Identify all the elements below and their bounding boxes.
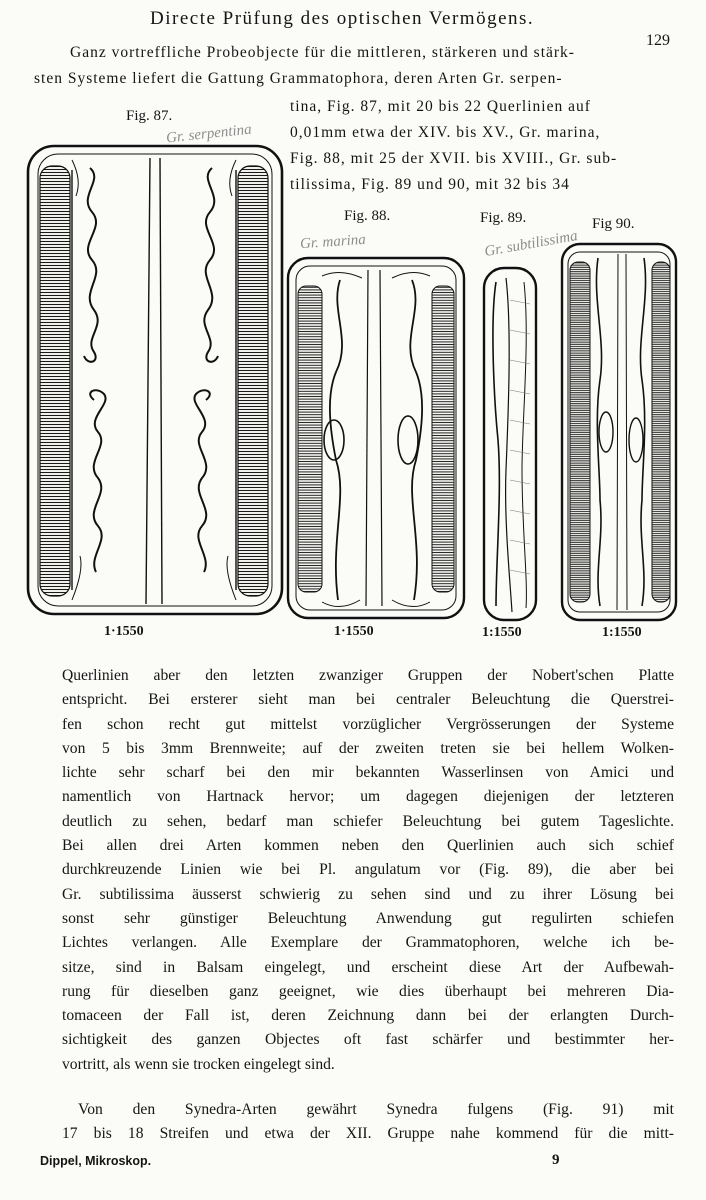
intro-line: tilissima, Fig. 89 und 90, mit 32 bis 34: [290, 176, 570, 193]
fig89-diatom-drawing: [484, 268, 536, 620]
fig87-diatom-drawing: [28, 146, 282, 614]
fig88-diatom-drawing: [288, 258, 464, 618]
fig87-scale: 1·1550: [104, 624, 144, 639]
fig90-scale: 1:1550: [602, 625, 642, 640]
fig90-label: Fig 90.: [592, 216, 635, 232]
intro-line: 0,01mm etwa der XIV. bis XV., Gr. marina,: [290, 124, 601, 141]
body-line: namentlich von Hartnack hervor; um dagegen diejenigen der letzteren: [62, 788, 674, 806]
intro-line: sten Systeme liefert die Gattung Grammatophora, deren Arten Gr. serpen-: [34, 70, 563, 87]
body-line: Gr. subtilissima äusserst schwierig zu sehen sind und zu ihrer Lösung bei: [62, 885, 674, 903]
body-line: Bei allen drei Arten kommen neben den Querlinien auch sich schief: [62, 837, 674, 855]
fig89-label: Fig. 89.: [480, 210, 527, 226]
body-line: von 5 bis 3mm Brennweite; auf der zweiten treten sie bei hellem Wolken-: [62, 739, 674, 757]
body-line: entspricht. Bei ersterer sieht man bei centraler Beleuchtung die Querstrei-: [62, 691, 674, 709]
fig88-scale: 1·1550: [334, 624, 374, 639]
fig88-label: Fig. 88.: [344, 208, 391, 224]
body-line: deutlich zu sehen, bedarf man schiefer Beleuchtung bei gutem Tageslichte.: [62, 812, 674, 830]
body-line: sonst sehr günstiger Beleuchtung Anwendung gut regulirten schiefen: [62, 909, 674, 927]
body-line: sichtigkeit des ganzen Objectes oft fast schärfer und bestimmter her-: [62, 1031, 674, 1049]
body-line: lichte sehr scharf bei den mir bekannten Wasserlinsen von Amici und: [62, 764, 674, 782]
fig89-scale: 1:1550: [482, 625, 522, 640]
fig90-diatom-drawing: [562, 244, 676, 620]
fig88-handwritten-note: Gr. marina: [299, 231, 367, 253]
body-line: fen schon recht gut mittelst vorzüglicher Vergrösserungen der Systeme: [62, 715, 674, 733]
intro-line: Fig. 88, mit 25 der XVII. bis XVIII., Gr. sub-: [290, 150, 618, 167]
running-head: Directe Prüfung des optischen Vermögens.: [150, 8, 535, 29]
next-paragraph-line: 17 bis 18 Streifen und etwa der XII. Gruppe nahe kommend für die mitt-: [62, 1125, 674, 1143]
intro-line: Ganz vortreffliche Probeobjecte für die mittleren, stärkeren und stärk-: [70, 44, 575, 61]
body-line: vortritt, als wenn sie trocken eingelegt sind.: [62, 1055, 335, 1073]
body-line: tomaceen der Fall ist, deren Zeichnung dann bei der erlangten Durch-: [62, 1007, 674, 1025]
body-line: durchkreuzende Linien wie bei Pl. angulatum vor (Fig. 89), die aber bei: [62, 861, 674, 879]
fig89-handwritten-note: Gr. subtilissima: [483, 227, 579, 261]
body-paragraph: [62, 664, 674, 1077]
page-number: 129: [646, 32, 670, 49]
next-paragraph: [62, 1098, 674, 1147]
footer-book-title: Dippel, Mikroskop.: [40, 1154, 152, 1168]
fig87-handwritten-note: Gr. serpentina: [165, 121, 253, 147]
next-paragraph-line: Von den Synedra-Arten gewährt Synedra fulgens (Fig. 91) mit: [78, 1101, 674, 1118]
intro-line: tina, Fig. 87, mit 20 bis 22 Querlinien auf: [290, 98, 591, 115]
signature-mark: 9: [552, 1152, 560, 1168]
body-line: Lichtes verlangen. Alle Exemplare der Grammatophoren, welche ich be-: [62, 934, 674, 952]
body-line: rung für dieselben ganz geeignet, wie dies überhaupt bei mehreren Dia-: [62, 982, 674, 1000]
body-line: Querlinien aber den letzten zwanziger Gruppen der Nobert'schen Platte: [62, 667, 674, 684]
fig87-label: Fig. 87.: [126, 108, 173, 124]
body-line: sitze, sind in Balsam eingelegt, und erscheint diese Art der Aufbewah-: [62, 958, 674, 976]
